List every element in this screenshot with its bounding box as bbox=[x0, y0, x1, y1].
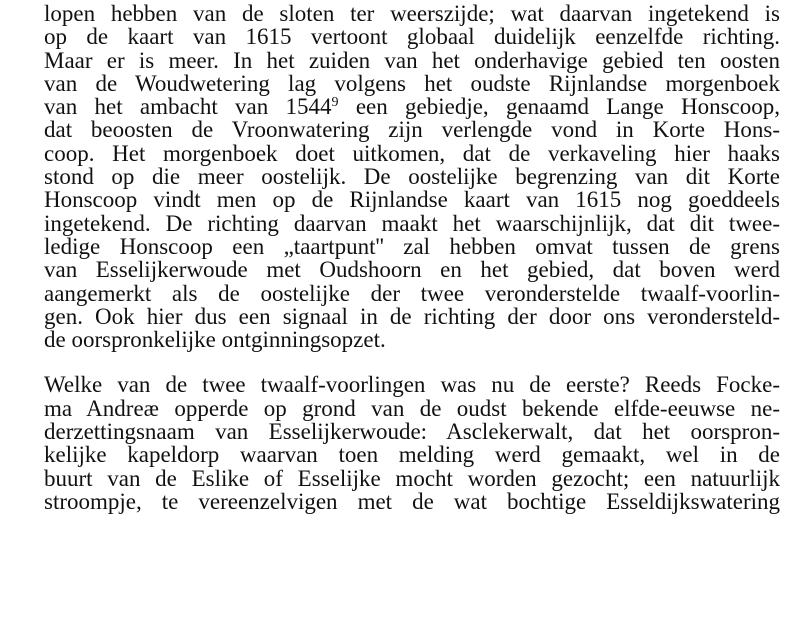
text-line: derzettingsnaam van Esselijkerwoude: Asclekerwalt, dat het oorspron- bbox=[44, 419, 780, 445]
text-line: stroompje, te vereenzelvigen met de wat bochtige Esseldijkswatering bbox=[44, 488, 780, 514]
text-segment: van het ambacht van 1544 bbox=[44, 94, 332, 120]
text-line: aangemerkt als de oostelijke der twee veronderstelde twaalf-voorlin- bbox=[44, 280, 780, 306]
text-line: lopen hebben van de sloten ter weerszijde; wat daarvan ingetekend is bbox=[44, 1, 780, 26]
text-segment: een gebiedje, genaamd Lange Honscoop, bbox=[338, 94, 781, 120]
text-line: op de kaart van 1615 vertoont globaal duidelijk eenzelfde richting. bbox=[44, 24, 780, 50]
document-page bbox=[44, 2, 780, 513]
paragraph-2 bbox=[44, 373, 780, 513]
text-line: Welke van de twee twaalf-voorlingen was nu de eerste? Reeds Focke- bbox=[44, 372, 780, 398]
text-line bbox=[44, 95, 780, 118]
text-line: de oorspronkelijke ontginningsopzet. bbox=[44, 327, 386, 353]
text-line: gen. Ook hier dus een signaal in de richting der door ons verondersteld- bbox=[44, 303, 780, 329]
text-line: coop. Het morgenboek doet uitkomen, dat de verkaveling hier haaks bbox=[44, 140, 780, 166]
text-line: ingetekend. De richting daarvan maakt het waarschijnlijk, dat dit twee- bbox=[44, 210, 780, 236]
text-line: dat beoosten de Vroonwatering zijn verlengde vond in Korte Hons- bbox=[44, 117, 780, 143]
text-line: buurt van de Eslike of Esselijke mocht worden gezocht; een natuurlijk bbox=[44, 465, 780, 491]
footnote-marker: 9 bbox=[331, 95, 339, 111]
text-line: van Esselijkerwoude met Oudshoorn en het gebied, dat boven werd bbox=[44, 257, 780, 283]
text-line: stond op die meer oostelijk. De oostelijke begrenzing van dit Korte bbox=[44, 164, 780, 190]
text-line: kelijke kapeldorp waarvan toen melding werd gemaakt, wel in de bbox=[44, 442, 780, 468]
text-line: ma Andreæ opperde op grond van de oudst bekende elfde-eeuwse ne- bbox=[44, 395, 780, 421]
text-line: Honscoop vindt men op de Rijnlandse kaart van 1615 nog goeddeels bbox=[44, 187, 780, 213]
text-line: van de Woudwetering lag volgens het oudste Rijnlandse morgenboek bbox=[44, 70, 780, 96]
text-line: Maar er is meer. In het zuiden van het onderhavige gebied ten oosten bbox=[44, 47, 780, 73]
paragraph-1 bbox=[44, 2, 780, 351]
text-line: ledige Honscoop een „taartpunt'' zal hebben omvat tussen de grens bbox=[44, 233, 780, 259]
paragraph-spacer bbox=[44, 351, 780, 373]
